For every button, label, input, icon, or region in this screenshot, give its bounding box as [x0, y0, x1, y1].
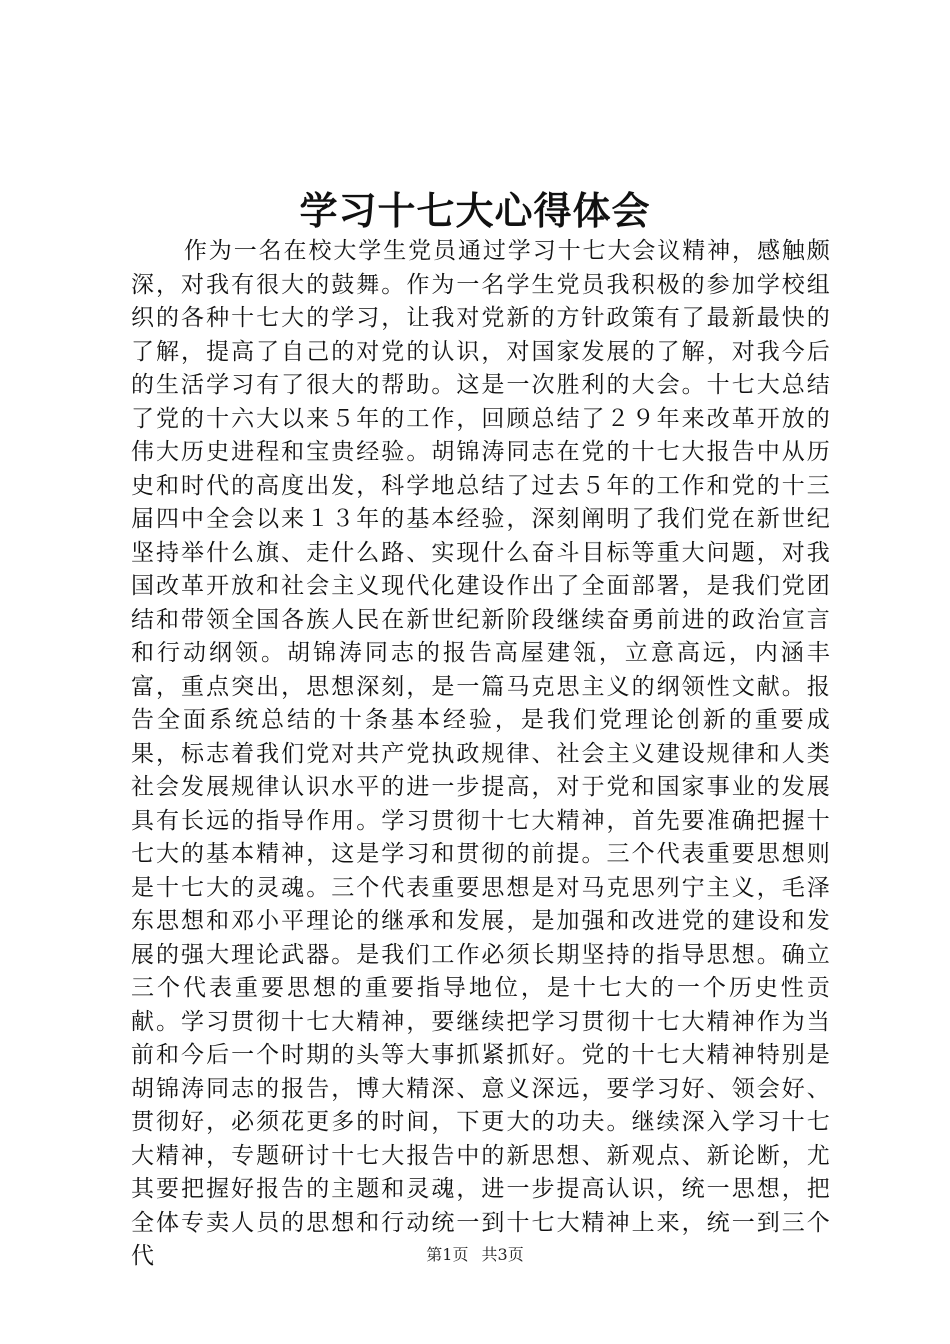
page-footer — [0, 1244, 950, 1266]
page-number-total: 共3页 — [481, 1245, 524, 1264]
body-paragraph: 作为一名在校大学生党员通过学习十七大会议精神，感触颇深，对我有很大的鼓舞。作为一名学生党员我积极的参加学校组织的各种十七大的学习，让我对党新的方针政策有了最新最快的了解，提高了自己的对党的认识，对国家发展的了解，对我今后的生活学习有了很大的帮助。这是一次胜利的大会。十七大总结了党的十六大以来５年的工作，回顾总结了２９年来改革开放的伟大历史进程和宝贵经验。胡锦涛同志在党的十七大报告中从历史和时代的高度出发，科学地总结了过去５年的工作和党的十三届四中全会以来１３年的基本经验，深刻阐明了我们党在新世纪坚持举什么旗、走什么路、实现什么奋斗目标等重大问题，对我国改革开放和社会主义现代化建设作出了全面部署，是我们党团结和带领全国各族人民在新世纪新阶段继续奋勇前进的政治宣言和行动纲领。胡锦涛同志的报告高屋建瓴，立意高远，内涵丰富，重点突出，思想深刻，是一篇马克思主义的纲领性文献。报告全面系统总结的十条基本经验，是我们党理论创新的重要成果，标志着我们党对共产党执政规律、社会主义建设规律和人类社会发展规律认识水平的进一步提高，对于党和国家事业的发展具有长远的指导作用。学习贯彻十七大精神，首先要准确把握十七大的基本精神，这是学习和贯彻的前提。三个代表重要思想则是十七大的灵魂。三个代表重要思想是对马克思列宁主义，毛泽东思想和邓小平理论的继承和发展，是加强和改进党的建设和发展的强大理论武器。是我们工作必须长期坚持的指导思想。确立三个代表重要思想的重要指导地位，是十七大的一个历史性贡献。学习贯彻十七大精神，要继续把学习贯彻十七大精神作为当前和今后一个时期的头等大事抓紧抓好。党的十七大精神特别是胡锦涛同志的报告，博大精深、意义深远，要学习好、领会好、贯彻好，必须花更多的时间，下更大的功夫。继续深入学习十七大精神，专题研讨十七大报告中的新思想、新观点、新论断，尤其要把握好报告的主题和灵魂，进一步提高认识，统一思想，把全体专卖人员的思想和行动统一到十七大精神上来，统一到三个代 — [131, 238, 831, 1269]
page-number-current: 第1页 — [426, 1245, 469, 1264]
document-title: 学习十七大心得体会 — [299, 188, 651, 233]
